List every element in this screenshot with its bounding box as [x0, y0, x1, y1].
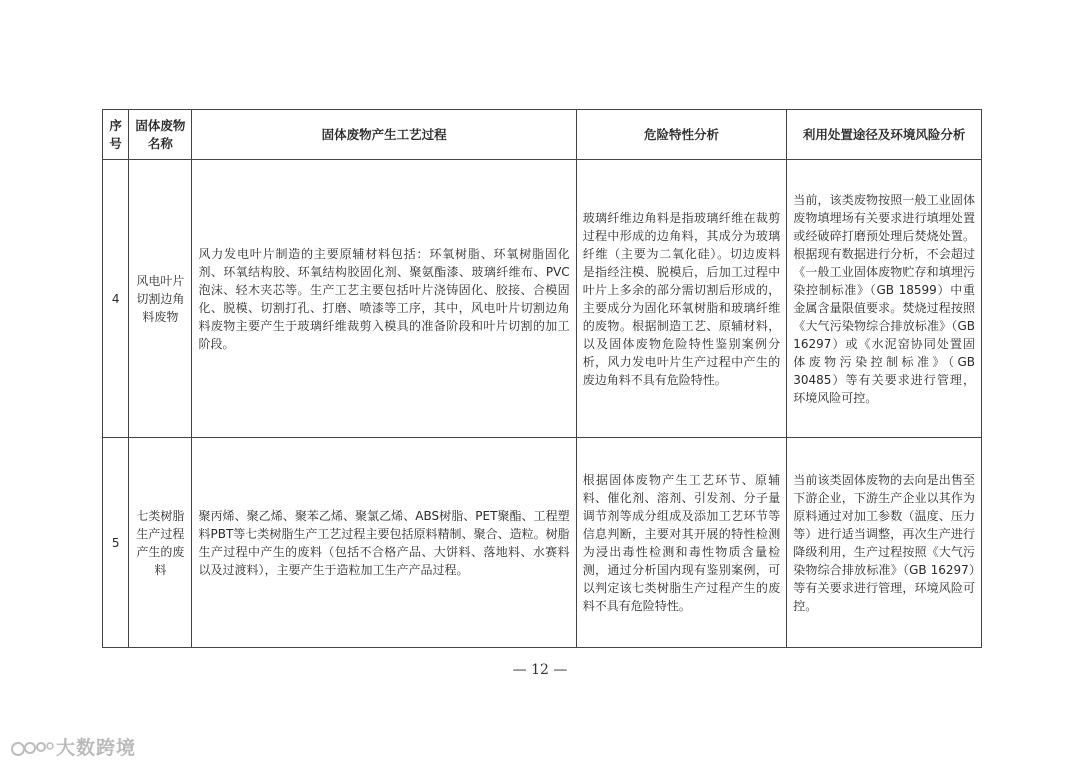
cell-name: 风电叶片切割边角料废物: [129, 160, 192, 438]
cell-process: 聚丙烯、聚乙烯、聚苯乙烯、聚氯乙烯、ABS树脂、PET聚酯、工程塑料PBT等七类树脂生产工艺过程主要包括原料精制、聚合、造粒。树脂生产过程中产生的废料（包括不合格产品、大饼料、落地料、水赛料以及过渡料），主要产生于造粒加工生产产品过程。: [192, 438, 576, 648]
header-disposal: 利用处置途径及环境风险分析: [787, 110, 982, 160]
cell-no: 5: [103, 438, 129, 648]
table-header-row: [103, 110, 982, 160]
cell-no: 4: [103, 160, 129, 438]
table-row: [103, 438, 982, 648]
waste-table: [102, 109, 982, 648]
cell-process: 风力发电叶片制造的主要原辅材料包括：环氧树脂、环氧树脂固化剂、环氧结构胶、环氧结构胶固化剂、聚氨酯漆、玻璃纤维布、PVC泡沫、轻木夹芯等。生产工艺主要包括叶片浇铸固化、胶接、合模固化、脱模、切割打孔、打磨、喷漆等工序，其中，风电叶片切割边角料废物主要产生于玻璃纤维裁剪入模具的准备阶段和叶片切割的加工阶段。: [192, 160, 576, 438]
cell-hazard: 玻璃纤维边角料是指玻璃纤维在裁剪过程中形成的边角料，其成分为玻璃纤维（主要为二氧化硅）。切边废料是指经注模、脱模后，后加工过程中叶片上多余的部分需切割后形成的，主要成分为固化环氧树脂和玻璃纤维的废物。根据制造工艺、原辅材料，以及固体废物危险特性鉴别案例分析，风力发电叶片生产过程中产生的废边角料不具有危险特性。: [576, 160, 787, 438]
cell-name: 七类树脂生产过程产生的废料: [129, 438, 192, 648]
watermark-text: 大数跨境: [56, 737, 137, 759]
header-name: 固体废物名称: [129, 110, 192, 160]
cell-hazard: 根据固体废物产生工艺环节、原辅料、催化剂、溶剂、引发剂、分子量调节剂等成分组成及添加工艺环节等信息判断，主要对其开展的特性检测为浸出毒性检测和毒性物质含量检测，通过分析国内现有鉴别案例，可以判定该七类树脂生产过程产生的废料不具有危险特性。: [576, 438, 787, 648]
header-no: 序号: [103, 110, 129, 160]
header-hazard: 危险特性分析: [576, 110, 787, 160]
cell-disposal: 当前，该类废物按照一般工业固体废物填埋场有关要求进行填埋处置或经破碎打磨预处理后焚烧处置。根据现有数据进行分析，不会超过《一般工业固体废物贮存和填埋污染控制标准》（GB 18599）中重金属含量限值要求。焚烧过程按照《大气污染物综合排放标准》（GB 16297）或《水泥窑协同处置固体废物污染控制标准》（GB 30485）等有关要求进行管理，环境风险可控。: [787, 160, 982, 438]
watermark: [10, 733, 136, 760]
header-process: 固体废物产生工艺过程: [192, 110, 576, 160]
page-number: — 12 —: [512, 662, 568, 678]
cell-disposal: 当前该类固体废物的去向是出售至下游企业，下游生产企业以其作为原料通过对加工参数（温度、压力等）进行适当调整，再次生产进行降级利用，生产过程按照《大气污染物综合排放标准》（GB 16297）等有关要求进行管理，环境风险可控。: [787, 438, 982, 648]
table-row: [103, 160, 982, 438]
watermark-logo-icon: [10, 739, 54, 757]
